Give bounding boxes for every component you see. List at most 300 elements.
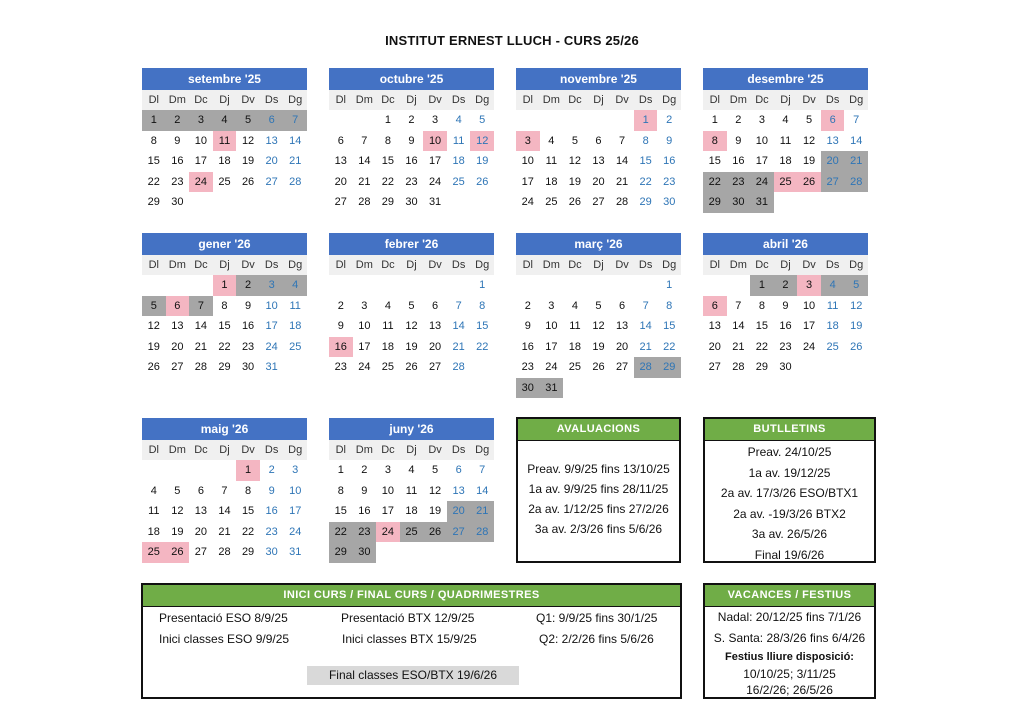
empty-cell xyxy=(516,275,540,296)
day-cell: 22 xyxy=(147,175,160,188)
day-cell: 12 xyxy=(241,134,255,147)
day-cell: 17 xyxy=(358,340,371,353)
weekday-label: Ds xyxy=(825,259,840,271)
weekday-label: Dg xyxy=(475,259,490,271)
weekday-label: Dm xyxy=(542,259,560,271)
day-cell: 2 xyxy=(166,110,190,131)
day-cell: 27 xyxy=(171,361,184,373)
month-title: novembre '25 xyxy=(516,68,681,90)
day-cell: 9 xyxy=(782,299,789,312)
day-cell: 19 xyxy=(850,320,863,332)
avaluacio-line: 3a av. 2/3/26 fins 5/6/26 xyxy=(534,522,663,536)
day-cell: 18 xyxy=(779,155,792,167)
day-cell: 29 xyxy=(639,196,652,208)
day-cell: 20 xyxy=(592,175,605,188)
day-cell: 5 xyxy=(408,299,415,312)
day-cell: 22 xyxy=(381,175,395,188)
day-cell: 29 xyxy=(703,192,727,213)
day-cell: 17 xyxy=(289,505,302,517)
empty-cell xyxy=(353,110,377,131)
day-cell: 27 xyxy=(447,522,471,543)
day-cell: 17 xyxy=(545,340,558,353)
butlleti-line: 3a av. 26/5/26 xyxy=(751,527,828,541)
day-cell: 30 xyxy=(241,361,255,373)
day-cell: 25 xyxy=(568,361,582,373)
quadrimestre-1: Q1: 9/9/25 fins 30/1/25 xyxy=(536,611,658,625)
inici-classes-btx: Inici classes BTX 15/9/25 xyxy=(342,632,477,646)
day-cell: 2 xyxy=(236,275,260,296)
day-cell: 10 xyxy=(265,299,278,312)
empty-cell xyxy=(447,275,471,296)
day-cell: 14 xyxy=(850,134,863,147)
day-cell: 8 xyxy=(642,134,649,147)
day-cell: 15 xyxy=(334,505,347,517)
weekday-label: Dc xyxy=(194,94,208,106)
weekday-label: Dg xyxy=(849,259,864,271)
empty-cell xyxy=(610,275,634,296)
day-cell: 14 xyxy=(476,484,489,497)
day-cell: 18 xyxy=(381,340,395,353)
day-cell: 14 xyxy=(732,320,745,332)
month-title: març '26 xyxy=(516,233,681,255)
day-cell: 6 xyxy=(197,484,204,497)
avaluacions-title: AVALUACIONS xyxy=(518,419,679,441)
avaluacio-line: Preav. 9/9/25 fins 13/10/25 xyxy=(527,462,670,476)
day-cell: 18 xyxy=(568,340,582,353)
day-cell: 6 xyxy=(432,299,439,312)
weekday-label: Dm xyxy=(542,94,560,106)
day-cell: 21 xyxy=(289,155,302,167)
weekday-label: Dc xyxy=(568,259,582,271)
empty-cell xyxy=(423,275,447,296)
weekday-label: Dj xyxy=(780,94,791,106)
day-cell: 28 xyxy=(732,361,745,373)
day-cell: 6 xyxy=(595,134,602,147)
day-cell: 10 xyxy=(802,299,816,312)
day-cell: 16 xyxy=(265,505,278,517)
day-cell: 14 xyxy=(639,320,652,332)
day-cell: 5 xyxy=(142,296,166,317)
day-cell: 24 xyxy=(289,525,302,538)
day-cell: 7 xyxy=(479,464,486,476)
day-cell: 3 xyxy=(260,275,284,296)
day-cell: 16 xyxy=(405,155,418,167)
day-cell: 11 xyxy=(569,320,581,332)
day-cell: 5 xyxy=(174,484,181,497)
day-cell: 11 xyxy=(148,505,160,517)
weekday-label: Dg xyxy=(288,259,303,271)
month-title: octubre '25 xyxy=(329,68,494,90)
day-cell: 12 xyxy=(405,320,418,332)
weekday-label: Ds xyxy=(264,259,279,271)
day-cell: 10 xyxy=(755,134,769,147)
day-cell: 25 xyxy=(545,196,558,208)
day-cell: 13 xyxy=(265,134,278,147)
day-grid xyxy=(703,275,868,378)
day-cell: 3 xyxy=(548,299,555,312)
day-cell: 17 xyxy=(194,155,208,167)
day-cell: 20 xyxy=(334,175,347,188)
day-cell: 7 xyxy=(221,484,228,497)
day-cell: 22 xyxy=(241,525,255,538)
weekday-label: Dc xyxy=(755,259,769,271)
weekday-header xyxy=(516,90,681,110)
day-cell: 7 xyxy=(735,299,742,312)
day-cell: 10 xyxy=(194,134,208,147)
day-cell: 20 xyxy=(428,340,442,353)
day-cell: 30 xyxy=(171,196,184,208)
day-cell: 31 xyxy=(428,196,442,208)
day-cell: 11 xyxy=(213,131,237,152)
day-cell: 27 xyxy=(708,361,721,373)
day-cell: 3 xyxy=(361,299,368,312)
day-cell: 13 xyxy=(592,155,605,167)
weekday-label: Dj xyxy=(780,259,791,271)
day-cell: 8 xyxy=(758,299,765,312)
weekday-label: Dc xyxy=(568,94,582,106)
day-cell: 7 xyxy=(189,296,213,317)
day-cell: 5 xyxy=(432,464,439,476)
day-cell: 3 xyxy=(797,275,821,296)
empty-cell xyxy=(166,460,190,481)
day-cell: 24 xyxy=(521,196,534,208)
day-cell: 11 xyxy=(452,134,465,147)
day-cell: 27 xyxy=(615,361,629,373)
weekday-label: Dc xyxy=(381,94,395,106)
weekday-label: Dm xyxy=(168,444,186,456)
day-cell: 28 xyxy=(218,546,231,558)
month-calendar xyxy=(516,68,681,213)
day-cell: 19 xyxy=(802,155,816,167)
day-cell: 5 xyxy=(806,114,813,126)
day-cell: 9 xyxy=(361,484,368,497)
day-cell: 9 xyxy=(245,299,252,312)
day-cell: 23 xyxy=(353,522,377,543)
weekday-label: Dg xyxy=(475,94,490,106)
weekday-label: Dv xyxy=(428,94,442,106)
day-cell: 24 xyxy=(265,340,278,353)
day-cell: 19 xyxy=(405,340,418,353)
day-cell: 9 xyxy=(666,134,673,147)
month-calendar xyxy=(703,68,868,213)
day-cell: 13 xyxy=(171,320,184,332)
day-cell: 19 xyxy=(592,340,605,353)
day-cell: 8 xyxy=(221,299,228,312)
weekday-label: Dl xyxy=(148,444,159,456)
vacances-box xyxy=(703,583,876,699)
day-cell: 23 xyxy=(241,340,255,353)
day-cell: 10 xyxy=(358,320,371,332)
day-cell: 15 xyxy=(639,155,652,167)
day-cell: 21 xyxy=(732,340,745,353)
weekday-label: Ds xyxy=(638,259,653,271)
day-cell: 26 xyxy=(476,175,489,188)
weekday-label: Dv xyxy=(615,94,629,106)
weekday-label: Dl xyxy=(709,259,720,271)
day-cell: 11 xyxy=(779,134,792,147)
butlleti-line: Final 19/6/26 xyxy=(754,547,825,562)
day-cell: 13 xyxy=(708,320,721,332)
day-cell: 2 xyxy=(337,299,344,312)
day-cell: 9 xyxy=(735,134,742,147)
month-title: abril '26 xyxy=(703,233,868,255)
weekday-header xyxy=(703,90,868,110)
day-grid xyxy=(516,275,681,398)
day-cell: 26 xyxy=(568,196,582,208)
day-cell: 15 xyxy=(476,320,489,332)
day-cell: 20 xyxy=(708,340,721,353)
weekday-label: Dv xyxy=(428,259,442,271)
day-cell: 13 xyxy=(334,155,347,167)
weekday-label: Dm xyxy=(168,259,186,271)
empty-cell xyxy=(703,275,727,296)
day-cell: 6 xyxy=(455,464,462,476)
weekday-label: Dl xyxy=(709,94,720,106)
day-cell: 30 xyxy=(779,361,792,373)
day-cell: 25 xyxy=(289,340,302,353)
day-cell: 27 xyxy=(334,196,347,208)
day-cell: 2 xyxy=(774,275,798,296)
empty-cell xyxy=(634,275,658,296)
day-cell: 25 xyxy=(774,172,798,193)
day-cell: 29 xyxy=(241,546,255,558)
butlleti-line: 2a av. -19/3/26 BTX2 xyxy=(733,506,846,521)
day-cell: 5 xyxy=(844,275,868,296)
day-cell: 6 xyxy=(821,110,845,131)
weekday-label: Dc xyxy=(194,444,208,456)
day-cell: 29 xyxy=(381,196,395,208)
weekday-header xyxy=(703,255,868,275)
day-cell: 3 xyxy=(516,131,540,152)
day-cell: 2 xyxy=(666,114,673,126)
day-cell: 26 xyxy=(797,172,821,193)
weekday-header xyxy=(142,90,307,110)
empty-cell xyxy=(329,110,353,131)
weekday-label: Dc xyxy=(381,259,395,271)
day-cell: 6 xyxy=(703,296,727,317)
day-cell: 5 xyxy=(595,299,602,312)
day-cell: 8 xyxy=(245,484,252,497)
weekday-header xyxy=(329,255,494,275)
day-cell: 21 xyxy=(194,340,208,353)
month-calendar xyxy=(142,68,307,213)
weekday-label: Dg xyxy=(475,444,490,456)
weekday-label: Dj xyxy=(219,94,230,106)
day-cell: 1 xyxy=(634,110,658,131)
month-title: setembre '25 xyxy=(142,68,307,90)
day-cell: 4 xyxy=(283,275,307,296)
day-cell: 24 xyxy=(376,522,400,543)
inici-classes-eso: Inici classes ESO 9/9/25 xyxy=(159,632,290,646)
day-cell: 5 xyxy=(571,134,578,147)
day-cell: 22 xyxy=(329,522,353,543)
day-cell: 8 xyxy=(150,134,157,147)
day-cell: 1 xyxy=(213,275,237,296)
empty-cell xyxy=(540,275,564,296)
day-cell: 8 xyxy=(703,131,727,152)
butlleti-line: Preav. 24/10/25 xyxy=(747,445,832,459)
avaluacio-line: 1a av. 9/9/25 fins 28/11/25 xyxy=(528,482,669,496)
weekday-label: Ds xyxy=(451,259,466,271)
empty-cell xyxy=(329,275,353,296)
day-cell: 22 xyxy=(663,340,676,353)
day-cell: 12 xyxy=(147,320,160,332)
day-cell: 9 xyxy=(268,484,275,497)
day-cell: 11 xyxy=(405,484,418,497)
weekday-label: Dj xyxy=(219,259,230,271)
day-cell: 23 xyxy=(663,175,676,188)
day-cell: 23 xyxy=(171,175,184,188)
day-cell: 1 xyxy=(750,275,774,296)
avaluacions-box xyxy=(516,417,681,563)
day-cell: 12 xyxy=(171,505,184,517)
day-cell: 1 xyxy=(337,464,344,476)
day-cell: 31 xyxy=(540,378,564,399)
day-cell: 2 xyxy=(268,464,275,476)
day-cell: 21 xyxy=(358,175,371,188)
weekday-label: Dj xyxy=(406,444,417,456)
day-cell: 17 xyxy=(265,320,278,332)
day-cell: 13 xyxy=(194,505,208,517)
day-cell: 15 xyxy=(663,320,676,332)
weekday-label: Dv xyxy=(615,259,629,271)
empty-cell xyxy=(540,110,564,131)
day-cell: 16 xyxy=(732,155,745,167)
day-cell: 16 xyxy=(358,505,371,517)
weekday-label: Dv xyxy=(428,444,442,456)
day-cell: 20 xyxy=(194,525,208,538)
day-cell: 9 xyxy=(524,320,531,332)
day-cell: 17 xyxy=(381,505,395,517)
weekday-label: Dg xyxy=(288,94,303,106)
day-cell: 24 xyxy=(358,361,371,373)
day-cell: 20 xyxy=(447,501,471,522)
day-cell: 23 xyxy=(727,172,751,193)
day-cell: 31 xyxy=(750,192,774,213)
day-cell: 29 xyxy=(755,361,769,373)
butlleti-line: 2a av. 17/3/26 ESO/BTX1 xyxy=(720,486,859,500)
day-cell: 20 xyxy=(171,340,184,353)
month-calendar xyxy=(329,233,494,378)
day-cell: 16 xyxy=(329,337,353,358)
day-cell: 18 xyxy=(452,155,465,167)
weekday-label: Dj xyxy=(406,259,417,271)
day-cell: 7 xyxy=(283,110,307,131)
day-cell: 22 xyxy=(703,172,727,193)
day-cell: 11 xyxy=(289,299,301,312)
day-cell: 28 xyxy=(194,361,208,373)
weekday-label: Dc xyxy=(755,94,769,106)
day-cell: 29 xyxy=(147,196,160,208)
day-cell: 26 xyxy=(166,542,190,563)
day-cell: 12 xyxy=(428,484,442,497)
day-cell: 13 xyxy=(826,134,839,147)
day-cell: 22 xyxy=(755,340,769,353)
day-cell: 26 xyxy=(592,361,605,373)
day-cell: 7 xyxy=(619,134,626,147)
day-cell: 27 xyxy=(265,175,278,188)
weekday-label: Dl xyxy=(148,94,159,106)
day-cell: 24 xyxy=(802,340,816,353)
day-cell: 4 xyxy=(408,464,415,476)
weekday-label: Ds xyxy=(825,94,840,106)
weekday-label: Dm xyxy=(355,444,373,456)
day-cell: 28 xyxy=(470,522,494,543)
day-cell: 17 xyxy=(428,155,442,167)
day-cell: 25 xyxy=(826,340,839,353)
day-cell: 4 xyxy=(821,275,845,296)
day-cell: 18 xyxy=(147,525,160,538)
weekday-header xyxy=(329,440,494,460)
weekday-label: Dl xyxy=(148,259,159,271)
day-cell: 2 xyxy=(361,464,368,476)
day-cell: 21 xyxy=(844,151,868,172)
festius-line: 16/2/26; 26/5/26 xyxy=(746,683,833,697)
day-cell: 26 xyxy=(850,340,863,353)
day-cell: 28 xyxy=(452,361,465,373)
day-cell: 15 xyxy=(381,155,395,167)
weekday-label: Ds xyxy=(264,94,279,106)
day-cell: 11 xyxy=(382,320,394,332)
day-cell: 30 xyxy=(265,546,278,558)
day-cell: 10 xyxy=(521,155,534,167)
month-calendar xyxy=(142,233,307,378)
weekday-header xyxy=(142,255,307,275)
day-cell: 14 xyxy=(452,320,465,332)
weekday-label: Dv xyxy=(802,259,816,271)
day-cell: 7 xyxy=(853,114,860,126)
final-classes: Final classes ESO/BTX 19/6/26 xyxy=(307,666,519,685)
weekday-label: Dj xyxy=(219,444,230,456)
day-cell: 4 xyxy=(150,484,157,497)
empty-cell xyxy=(213,460,237,481)
day-cell: 16 xyxy=(241,320,255,332)
day-cell: 29 xyxy=(218,361,231,373)
weekday-label: Dl xyxy=(335,259,346,271)
day-cell: 7 xyxy=(361,134,368,147)
day-cell: 29 xyxy=(329,542,353,563)
day-cell: 16 xyxy=(171,155,184,167)
day-cell: 4 xyxy=(213,110,237,131)
weekday-label: Dc xyxy=(194,259,208,271)
day-cell: 2 xyxy=(408,114,415,126)
weekday-label: Dj xyxy=(593,259,604,271)
day-cell: 9 xyxy=(174,134,181,147)
day-cell: 27 xyxy=(428,361,442,373)
day-cell: 5 xyxy=(479,114,486,126)
day-cell: 24 xyxy=(545,361,558,373)
weekday-label: Dm xyxy=(355,94,373,106)
day-grid xyxy=(703,110,868,213)
weekday-label: Dg xyxy=(662,94,677,106)
day-grid xyxy=(329,275,494,378)
weekday-label: Dg xyxy=(662,259,677,271)
day-cell: 26 xyxy=(405,361,418,373)
day-cell: 19 xyxy=(428,505,442,517)
day-cell: 19 xyxy=(171,525,184,538)
day-cell: 4 xyxy=(455,114,462,126)
weekday-label: Dm xyxy=(729,94,747,106)
day-cell: 4 xyxy=(782,114,789,126)
day-cell: 21 xyxy=(470,501,494,522)
day-cell: 28 xyxy=(634,357,658,378)
day-cell: 15 xyxy=(708,155,721,167)
inici-curs-box xyxy=(141,583,682,699)
day-cell: 17 xyxy=(755,155,769,167)
day-cell: 12 xyxy=(568,155,582,167)
day-cell: 25 xyxy=(218,175,231,188)
day-cell: 23 xyxy=(779,340,792,353)
